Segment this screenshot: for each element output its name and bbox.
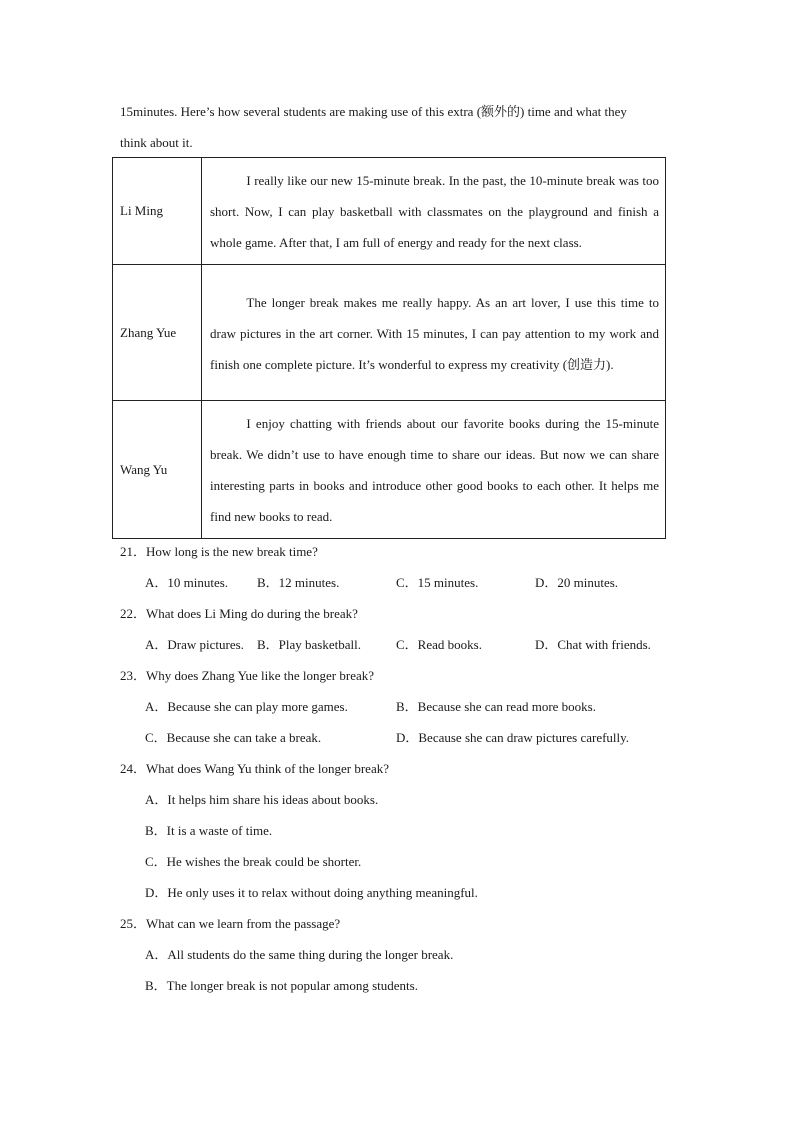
option[interactable]: D．He only uses it to relax without doing anything meaningful. — [145, 885, 478, 900]
option[interactable]: A．All students do the same thing during the longer break. — [145, 947, 454, 962]
student-opinions-table — [112, 157, 666, 539]
option[interactable]: A．Because she can play more games. — [145, 699, 348, 714]
question-stem: 23．Why does Zhang Yue like the longer break? — [120, 668, 375, 683]
table-row — [113, 158, 666, 265]
option[interactable]: C．15 minutes. — [396, 575, 479, 590]
option-row — [120, 877, 680, 908]
option-row — [120, 722, 680, 753]
student-comment: The longer break makes me really happy. As an art lover, I use this time to draw pictures in the art corner. With 15 minutes, I can pay attention to my work and finish one complete picture. It’s wonderful to express my creativity (创造力). — [202, 265, 666, 401]
student-name: Li Ming — [113, 158, 202, 265]
option[interactable]: B．The longer break is not popular among students. — [145, 978, 418, 993]
student-name: Zhang Yue — [113, 265, 202, 401]
question-stem: 25．What can we learn from the passage? — [120, 916, 341, 931]
option-row — [120, 691, 680, 722]
option[interactable]: C．Because she can take a break. — [145, 730, 322, 745]
option-row — [120, 784, 680, 815]
option[interactable]: D．Because she can draw pictures carefully. — [396, 730, 630, 745]
table-row — [113, 401, 666, 539]
question-stem: 22．What does Li Ming do during the break? — [120, 606, 358, 621]
option-row — [120, 815, 680, 846]
option[interactable]: C．He wishes the break could be shorter. — [145, 854, 362, 869]
option[interactable]: B．Play basketball. — [257, 637, 361, 652]
option-row — [120, 970, 680, 1001]
option[interactable]: B．12 minutes. — [257, 575, 340, 590]
student-comment: I really like our new 15-minute break. In the past, the 10-minute break was too short. Now, I can play basketball with classmates on the playground and finish a whole game. After that, I am full of energy and ready for the next class. — [202, 158, 666, 265]
student-comment: I enjoy chatting with friends about our favorite books during the 15-minute break. We didn’t use to have enough time to share our ideas. But now we can share interesting parts in books and introduce other good books to each other. It helps me find new books to read. — [202, 401, 666, 539]
option[interactable]: A．It helps him share his ideas about books. — [145, 792, 379, 807]
option-row — [120, 939, 680, 970]
question-stem: 24．What does Wang Yu think of the longer break? — [120, 761, 389, 776]
table-row — [113, 265, 666, 401]
option[interactable]: A．10 minutes. — [145, 575, 229, 590]
option[interactable]: B．Because she can read more books. — [396, 699, 596, 714]
option[interactable]: D．20 minutes. — [535, 575, 619, 590]
questions-section — [120, 536, 680, 1001]
option[interactable]: D．Chat with friends. — [535, 637, 651, 652]
option-row — [120, 629, 680, 660]
passage-intro — [120, 96, 680, 158]
option[interactable]: A．Draw pictures. — [145, 637, 244, 652]
option[interactable]: B．It is a waste of time. — [145, 823, 273, 838]
student-name: Wang Yu — [113, 401, 202, 539]
option-row — [120, 846, 680, 877]
option-row — [120, 567, 680, 598]
question-stem: 21．How long is the new break time? — [120, 544, 318, 559]
option[interactable]: C．Read books. — [396, 637, 482, 652]
intro-line-1: 15minutes. Here’s how several students are making use of this extra (额外的) time and what they — [120, 104, 627, 119]
intro-line-2: think about it. — [120, 135, 193, 150]
